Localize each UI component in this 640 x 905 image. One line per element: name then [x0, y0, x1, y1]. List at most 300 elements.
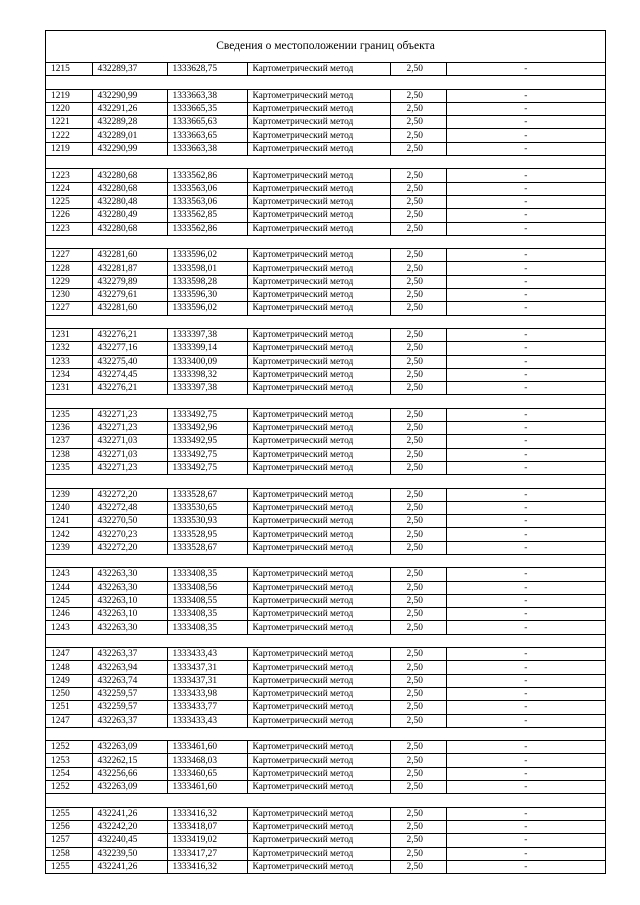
note-cell: - [446, 129, 605, 142]
method-cell: Картометрический метод [247, 781, 390, 794]
point-number-cell: 1225 [46, 195, 92, 208]
point-number-cell: 1232 [46, 342, 92, 355]
error-cell: 2,50 [390, 195, 446, 208]
table-row [46, 249, 605, 262]
table-row [46, 701, 605, 714]
group-separator-cell [46, 156, 605, 169]
error-cell: 2,50 [390, 289, 446, 302]
method-cell: Картометрический метод [247, 488, 390, 501]
table-row [46, 408, 605, 421]
note-cell: - [446, 501, 605, 514]
method-cell: Картометрический метод [247, 807, 390, 820]
y-coordinate-cell: 1333530,65 [167, 501, 247, 514]
table-row [46, 89, 605, 102]
table-row [46, 501, 605, 514]
point-number-cell: 1229 [46, 275, 92, 288]
error-cell: 2,50 [390, 701, 446, 714]
x-coordinate-cell: 432290,99 [92, 89, 167, 102]
table-row [46, 195, 605, 208]
error-cell: 2,50 [390, 435, 446, 448]
y-coordinate-cell: 1333398,32 [167, 368, 247, 381]
note-cell: - [446, 515, 605, 528]
point-number-cell: 1224 [46, 182, 92, 195]
method-cell: Картометрический метод [247, 860, 390, 873]
y-coordinate-cell: 1333461,60 [167, 781, 247, 794]
method-cell: Картометрический метод [247, 182, 390, 195]
method-cell: Картометрический метод [247, 820, 390, 833]
x-coordinate-cell: 432271,23 [92, 461, 167, 474]
point-number-cell: 1231 [46, 382, 92, 395]
error-cell: 2,50 [390, 767, 446, 780]
table-row [46, 834, 605, 847]
method-cell: Картометрический метод [247, 116, 390, 129]
table-row [46, 222, 605, 235]
group-separator-row [46, 794, 605, 807]
point-number-cell: 1256 [46, 820, 92, 833]
group-separator-row [46, 554, 605, 567]
note-cell: - [446, 408, 605, 421]
note-cell: - [446, 714, 605, 727]
table-row [46, 860, 605, 873]
method-cell: Картометрический метод [247, 501, 390, 514]
y-coordinate-cell: 1333663,65 [167, 129, 247, 142]
x-coordinate-cell: 432276,21 [92, 382, 167, 395]
note-cell: - [446, 249, 605, 262]
method-cell: Картометрический метод [247, 448, 390, 461]
note-cell: - [446, 541, 605, 554]
error-cell: 2,50 [390, 382, 446, 395]
group-separator-cell [46, 794, 605, 807]
error-cell: 2,50 [390, 714, 446, 727]
error-cell: 2,50 [390, 116, 446, 129]
y-coordinate-cell: 1333397,38 [167, 382, 247, 395]
table-row [46, 289, 605, 302]
point-number-cell: 1254 [46, 767, 92, 780]
y-coordinate-cell: 1333417,27 [167, 847, 247, 860]
table-row [46, 807, 605, 820]
method-cell: Картометрический метод [247, 302, 390, 315]
y-coordinate-cell: 1333433,77 [167, 701, 247, 714]
group-separator-row [46, 727, 605, 740]
method-cell: Картометрический метод [247, 342, 390, 355]
x-coordinate-cell: 432256,66 [92, 767, 167, 780]
x-coordinate-cell: 432290,99 [92, 142, 167, 155]
x-coordinate-cell: 432241,26 [92, 860, 167, 873]
note-cell: - [446, 422, 605, 435]
boundary-document [45, 30, 606, 874]
point-number-cell: 1255 [46, 807, 92, 820]
table-row [46, 568, 605, 581]
point-number-cell: 1242 [46, 528, 92, 541]
point-number-cell: 1237 [46, 435, 92, 448]
method-cell: Картометрический метод [247, 89, 390, 102]
y-coordinate-cell: 1333416,32 [167, 807, 247, 820]
y-coordinate-cell: 1333665,35 [167, 102, 247, 115]
y-coordinate-cell: 1333528,95 [167, 528, 247, 541]
table-row [46, 767, 605, 780]
x-coordinate-cell: 432272,20 [92, 488, 167, 501]
note-cell: - [446, 687, 605, 700]
coordinates-table [46, 63, 605, 873]
error-cell: 2,50 [390, 129, 446, 142]
group-separator-row [46, 395, 605, 408]
note-cell: - [446, 461, 605, 474]
note-cell: - [446, 116, 605, 129]
method-cell: Картометрический метод [247, 328, 390, 341]
error-cell: 2,50 [390, 209, 446, 222]
note-cell: - [446, 302, 605, 315]
method-cell: Картометрический метод [247, 169, 390, 182]
note-cell: - [446, 488, 605, 501]
group-separator-cell [46, 395, 605, 408]
note-cell: - [446, 754, 605, 767]
point-number-cell: 1228 [46, 262, 92, 275]
method-cell: Картометрический метод [247, 541, 390, 554]
y-coordinate-cell: 1333628,75 [167, 63, 247, 76]
method-cell: Картометрический метод [247, 847, 390, 860]
point-number-cell: 1239 [46, 488, 92, 501]
y-coordinate-cell: 1333397,38 [167, 328, 247, 341]
table-row [46, 209, 605, 222]
note-cell: - [446, 222, 605, 235]
x-coordinate-cell: 432272,20 [92, 541, 167, 554]
group-separator-cell [46, 475, 605, 488]
y-coordinate-cell: 1333596,02 [167, 302, 247, 315]
note-cell: - [446, 209, 605, 222]
table-row [46, 461, 605, 474]
note-cell: - [446, 608, 605, 621]
error-cell: 2,50 [390, 847, 446, 860]
note-cell: - [446, 342, 605, 355]
note-cell: - [446, 195, 605, 208]
note-cell: - [446, 847, 605, 860]
error-cell: 2,50 [390, 302, 446, 315]
note-cell: - [446, 275, 605, 288]
group-separator-row [46, 76, 605, 89]
table-row [46, 275, 605, 288]
error-cell: 2,50 [390, 422, 446, 435]
x-coordinate-cell: 432240,45 [92, 834, 167, 847]
y-coordinate-cell: 1333433,98 [167, 687, 247, 700]
table-row [46, 182, 605, 195]
x-coordinate-cell: 432271,03 [92, 435, 167, 448]
point-number-cell: 1235 [46, 461, 92, 474]
y-coordinate-cell: 1333408,35 [167, 621, 247, 634]
y-coordinate-cell: 1333492,95 [167, 435, 247, 448]
error-cell: 2,50 [390, 249, 446, 262]
x-coordinate-cell: 432263,09 [92, 781, 167, 794]
y-coordinate-cell: 1333596,30 [167, 289, 247, 302]
note-cell: - [446, 89, 605, 102]
point-number-cell: 1241 [46, 515, 92, 528]
y-coordinate-cell: 1333460,65 [167, 767, 247, 780]
group-separator-cell [46, 235, 605, 248]
note-cell: - [446, 448, 605, 461]
error-cell: 2,50 [390, 648, 446, 661]
x-coordinate-cell: 432263,09 [92, 741, 167, 754]
y-coordinate-cell: 1333663,38 [167, 142, 247, 155]
method-cell: Картометрический метод [247, 368, 390, 381]
coordinates-table-body [46, 63, 605, 873]
y-coordinate-cell: 1333528,67 [167, 488, 247, 501]
y-coordinate-cell: 1333598,28 [167, 275, 247, 288]
error-cell: 2,50 [390, 674, 446, 687]
point-number-cell: 1220 [46, 102, 92, 115]
table-row [46, 581, 605, 594]
point-number-cell: 1246 [46, 608, 92, 621]
method-cell: Картометрический метод [247, 741, 390, 754]
error-cell: 2,50 [390, 834, 446, 847]
note-cell: - [446, 382, 605, 395]
group-separator-cell [46, 727, 605, 740]
point-number-cell: 1244 [46, 581, 92, 594]
y-coordinate-cell: 1333400,09 [167, 355, 247, 368]
y-coordinate-cell: 1333408,56 [167, 581, 247, 594]
point-number-cell: 1238 [46, 448, 92, 461]
table-row [46, 302, 605, 315]
y-coordinate-cell: 1333598,01 [167, 262, 247, 275]
table-row [46, 820, 605, 833]
x-coordinate-cell: 432263,37 [92, 648, 167, 661]
point-number-cell: 1243 [46, 568, 92, 581]
y-coordinate-cell: 1333408,35 [167, 608, 247, 621]
note-cell: - [446, 581, 605, 594]
note-cell: - [446, 781, 605, 794]
error-cell: 2,50 [390, 568, 446, 581]
point-number-cell: 1258 [46, 847, 92, 860]
table-row [46, 687, 605, 700]
method-cell: Картометрический метод [247, 435, 390, 448]
x-coordinate-cell: 432280,68 [92, 169, 167, 182]
y-coordinate-cell: 1333408,35 [167, 568, 247, 581]
y-coordinate-cell: 1333663,38 [167, 89, 247, 102]
point-number-cell: 1250 [46, 687, 92, 700]
group-separator-row [46, 156, 605, 169]
table-row [46, 594, 605, 607]
method-cell: Картометрический метод [247, 515, 390, 528]
error-cell: 2,50 [390, 448, 446, 461]
y-coordinate-cell: 1333492,75 [167, 408, 247, 421]
error-cell: 2,50 [390, 621, 446, 634]
error-cell: 2,50 [390, 488, 446, 501]
x-coordinate-cell: 432263,37 [92, 714, 167, 727]
point-number-cell: 1231 [46, 328, 92, 341]
y-coordinate-cell: 1333418,07 [167, 820, 247, 833]
note-cell: - [446, 355, 605, 368]
point-number-cell: 1227 [46, 249, 92, 262]
note-cell: - [446, 648, 605, 661]
table-row [46, 781, 605, 794]
table-row [46, 674, 605, 687]
point-number-cell: 1221 [46, 116, 92, 129]
error-cell: 2,50 [390, 461, 446, 474]
note-cell: - [446, 142, 605, 155]
method-cell: Картометрический метод [247, 568, 390, 581]
y-coordinate-cell: 1333468,03 [167, 754, 247, 767]
x-coordinate-cell: 432270,23 [92, 528, 167, 541]
group-separator-cell [46, 554, 605, 567]
x-coordinate-cell: 432279,89 [92, 275, 167, 288]
note-cell: - [446, 661, 605, 674]
group-separator-cell [46, 76, 605, 89]
table-row [46, 648, 605, 661]
method-cell: Картометрический метод [247, 714, 390, 727]
point-number-cell: 1230 [46, 289, 92, 302]
table-row [46, 741, 605, 754]
method-cell: Картометрический метод [247, 528, 390, 541]
x-coordinate-cell: 432259,57 [92, 687, 167, 700]
point-number-cell: 1235 [46, 408, 92, 421]
method-cell: Картометрический метод [247, 222, 390, 235]
y-coordinate-cell: 1333596,02 [167, 249, 247, 262]
error-cell: 2,50 [390, 807, 446, 820]
note-cell: - [446, 435, 605, 448]
group-separator-row [46, 235, 605, 248]
table-row [46, 355, 605, 368]
error-cell: 2,50 [390, 142, 446, 155]
error-cell: 2,50 [390, 661, 446, 674]
point-number-cell: 1226 [46, 209, 92, 222]
note-cell: - [446, 594, 605, 607]
x-coordinate-cell: 432291,26 [92, 102, 167, 115]
point-number-cell: 1223 [46, 222, 92, 235]
y-coordinate-cell: 1333530,93 [167, 515, 247, 528]
method-cell: Картометрический метод [247, 834, 390, 847]
note-cell: - [446, 568, 605, 581]
document-title: Сведения о местоположении границ объекта [46, 31, 605, 63]
note-cell: - [446, 102, 605, 115]
point-number-cell: 1215 [46, 63, 92, 76]
group-separator-row [46, 634, 605, 647]
method-cell: Картометрический метод [247, 408, 390, 421]
error-cell: 2,50 [390, 501, 446, 514]
y-coordinate-cell: 1333461,60 [167, 741, 247, 754]
note-cell: - [446, 621, 605, 634]
error-cell: 2,50 [390, 687, 446, 700]
error-cell: 2,50 [390, 275, 446, 288]
group-separator-cell [46, 634, 605, 647]
y-coordinate-cell: 1333416,32 [167, 860, 247, 873]
y-coordinate-cell: 1333492,75 [167, 448, 247, 461]
table-row [46, 488, 605, 501]
y-coordinate-cell: 1333433,43 [167, 714, 247, 727]
error-cell: 2,50 [390, 262, 446, 275]
method-cell: Картометрический метод [247, 594, 390, 607]
note-cell: - [446, 289, 605, 302]
x-coordinate-cell: 432281,60 [92, 302, 167, 315]
error-cell: 2,50 [390, 63, 446, 76]
point-number-cell: 1222 [46, 129, 92, 142]
point-number-cell: 1234 [46, 368, 92, 381]
method-cell: Картометрический метод [247, 275, 390, 288]
point-number-cell: 1223 [46, 169, 92, 182]
table-row [46, 342, 605, 355]
table-row [46, 528, 605, 541]
note-cell: - [446, 820, 605, 833]
y-coordinate-cell: 1333563,06 [167, 195, 247, 208]
error-cell: 2,50 [390, 328, 446, 341]
point-number-cell: 1252 [46, 781, 92, 794]
method-cell: Картометрический метод [247, 142, 390, 155]
note-cell: - [446, 807, 605, 820]
x-coordinate-cell: 432263,10 [92, 608, 167, 621]
table-row [46, 328, 605, 341]
point-number-cell: 1252 [46, 741, 92, 754]
x-coordinate-cell: 432289,37 [92, 63, 167, 76]
table-row [46, 754, 605, 767]
error-cell: 2,50 [390, 368, 446, 381]
error-cell: 2,50 [390, 541, 446, 554]
x-coordinate-cell: 432281,60 [92, 249, 167, 262]
error-cell: 2,50 [390, 820, 446, 833]
x-coordinate-cell: 432263,74 [92, 674, 167, 687]
error-cell: 2,50 [390, 860, 446, 873]
y-coordinate-cell: 1333562,85 [167, 209, 247, 222]
y-coordinate-cell: 1333492,96 [167, 422, 247, 435]
error-cell: 2,50 [390, 608, 446, 621]
point-number-cell: 1239 [46, 541, 92, 554]
y-coordinate-cell: 1333437,31 [167, 674, 247, 687]
x-coordinate-cell: 432275,40 [92, 355, 167, 368]
point-number-cell: 1247 [46, 648, 92, 661]
x-coordinate-cell: 432280,48 [92, 195, 167, 208]
x-coordinate-cell: 432242,20 [92, 820, 167, 833]
note-cell: - [446, 182, 605, 195]
method-cell: Картометрический метод [247, 289, 390, 302]
x-coordinate-cell: 432263,30 [92, 568, 167, 581]
method-cell: Картометрический метод [247, 701, 390, 714]
x-coordinate-cell: 432277,16 [92, 342, 167, 355]
error-cell: 2,50 [390, 741, 446, 754]
table-row [46, 515, 605, 528]
point-number-cell: 1236 [46, 422, 92, 435]
y-coordinate-cell: 1333562,86 [167, 222, 247, 235]
point-number-cell: 1248 [46, 661, 92, 674]
method-cell: Картометрический метод [247, 581, 390, 594]
x-coordinate-cell: 432274,45 [92, 368, 167, 381]
x-coordinate-cell: 432279,61 [92, 289, 167, 302]
table-row [46, 142, 605, 155]
x-coordinate-cell: 432280,49 [92, 209, 167, 222]
note-cell: - [446, 767, 605, 780]
error-cell: 2,50 [390, 342, 446, 355]
method-cell: Картометрический метод [247, 249, 390, 262]
table-row [46, 541, 605, 554]
method-cell: Картометрический метод [247, 661, 390, 674]
group-separator-row [46, 315, 605, 328]
error-cell: 2,50 [390, 754, 446, 767]
error-cell: 2,50 [390, 408, 446, 421]
note-cell: - [446, 674, 605, 687]
method-cell: Картометрический метод [247, 63, 390, 76]
x-coordinate-cell: 432280,68 [92, 182, 167, 195]
point-number-cell: 1247 [46, 714, 92, 727]
note-cell: - [446, 834, 605, 847]
error-cell: 2,50 [390, 355, 446, 368]
note-cell: - [446, 741, 605, 754]
point-number-cell: 1227 [46, 302, 92, 315]
note-cell: - [446, 169, 605, 182]
y-coordinate-cell: 1333437,31 [167, 661, 247, 674]
table-row [46, 422, 605, 435]
table-row [46, 169, 605, 182]
table-row [46, 448, 605, 461]
point-number-cell: 1243 [46, 621, 92, 634]
point-number-cell: 1245 [46, 594, 92, 607]
y-coordinate-cell: 1333492,75 [167, 461, 247, 474]
x-coordinate-cell: 432259,57 [92, 701, 167, 714]
point-number-cell: 1233 [46, 355, 92, 368]
